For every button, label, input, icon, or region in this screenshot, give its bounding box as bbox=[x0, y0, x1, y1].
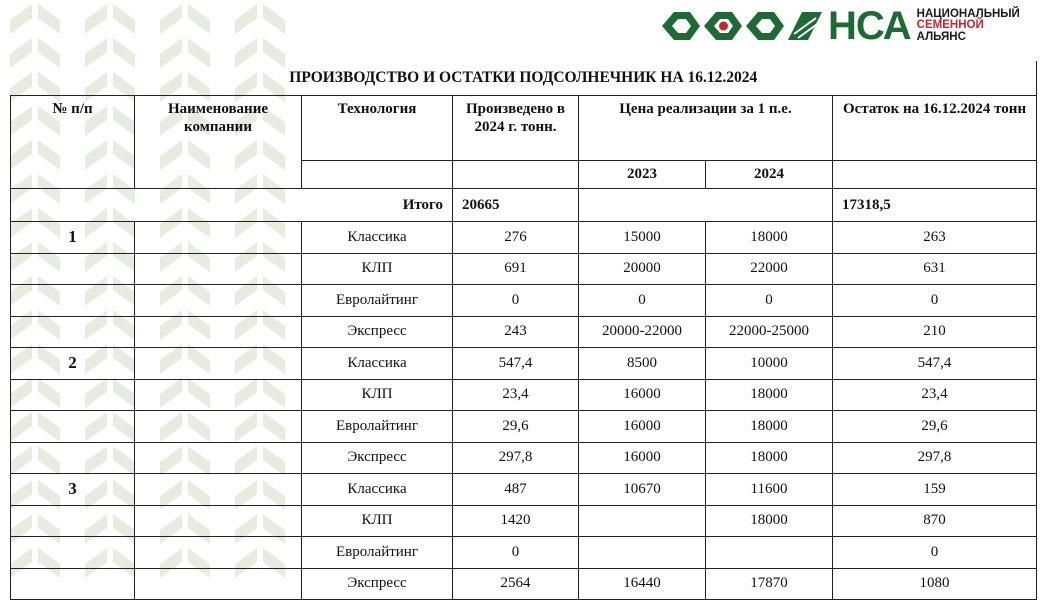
row-price-2024: 11600 bbox=[706, 474, 833, 506]
row-stock: 1080 bbox=[833, 568, 1037, 600]
row-produced: 0 bbox=[453, 285, 579, 317]
row-number: 1 bbox=[11, 222, 135, 254]
row-price-2024: 18000 bbox=[706, 505, 833, 537]
row-price-2024: 18000 bbox=[706, 442, 833, 474]
logo-emblem-icon bbox=[660, 8, 822, 44]
row-technology: Экспресс bbox=[302, 568, 453, 600]
logo-mark: НСА bbox=[828, 4, 911, 48]
logo-line-3: АЛЬЯНС bbox=[916, 30, 966, 43]
row-technology: Евролайтинг bbox=[302, 537, 453, 569]
row-price-2024 bbox=[706, 537, 833, 569]
row-stock: 210 bbox=[833, 316, 1037, 348]
row-company bbox=[135, 348, 302, 380]
row-technology: КЛП bbox=[302, 505, 453, 537]
table-row bbox=[11, 379, 1037, 411]
title-row bbox=[11, 61, 1037, 96]
row-company bbox=[135, 253, 302, 285]
row-technology: КЛП bbox=[302, 253, 453, 285]
row-company bbox=[135, 379, 302, 411]
table-row bbox=[11, 442, 1037, 474]
row-technology: Евролайтинг bbox=[302, 411, 453, 443]
row-stock: 297,8 bbox=[833, 442, 1037, 474]
row-price-2024: 18000 bbox=[706, 411, 833, 443]
header-year-2023: 2023 bbox=[579, 161, 706, 189]
header-company: Наименование компании bbox=[135, 96, 302, 189]
row-price-2023: 16000 bbox=[579, 411, 706, 443]
row-price-2023: 15000 bbox=[579, 222, 706, 254]
row-company bbox=[135, 537, 302, 569]
row-stock: 631 bbox=[833, 253, 1037, 285]
row-number bbox=[11, 379, 135, 411]
row-price-2023: 20000-22000 bbox=[579, 316, 706, 348]
row-company bbox=[135, 474, 302, 506]
row-price-2024: 22000 bbox=[706, 253, 833, 285]
row-produced: 29,6 bbox=[453, 411, 579, 443]
row-stock: 263 bbox=[833, 222, 1037, 254]
row-price-2024: 17870 bbox=[706, 568, 833, 600]
row-price-2024: 0 bbox=[706, 285, 833, 317]
total-label: Итого bbox=[11, 189, 453, 222]
header-year-2024: 2024 bbox=[706, 161, 833, 189]
header-row bbox=[11, 96, 1037, 161]
row-produced: 2564 bbox=[453, 568, 579, 600]
row-price-2024: 10000 bbox=[706, 348, 833, 380]
total-stock: 17318,5 bbox=[833, 189, 1037, 222]
row-number bbox=[11, 505, 135, 537]
row-produced: 1420 bbox=[453, 505, 579, 537]
row-number bbox=[11, 285, 135, 317]
row-price-2023: 8500 bbox=[579, 348, 706, 380]
row-price-2024: 18000 bbox=[706, 379, 833, 411]
row-price-2023 bbox=[579, 505, 706, 537]
row-produced: 487 bbox=[453, 474, 579, 506]
table-row bbox=[11, 505, 1037, 537]
row-company bbox=[135, 316, 302, 348]
row-price-2023 bbox=[579, 537, 706, 569]
row-produced: 23,4 bbox=[453, 379, 579, 411]
row-price-2023: 16000 bbox=[579, 379, 706, 411]
row-produced: 547,4 bbox=[453, 348, 579, 380]
row-company bbox=[135, 505, 302, 537]
table-row bbox=[11, 348, 1037, 380]
row-technology: Классика bbox=[302, 222, 453, 254]
subheader-empty-stock bbox=[833, 161, 1037, 189]
row-stock: 159 bbox=[833, 474, 1037, 506]
row-company bbox=[135, 411, 302, 443]
row-stock: 29,6 bbox=[833, 411, 1037, 443]
header-price: Цена реализации за 1 п.е. bbox=[579, 96, 833, 161]
logo-text bbox=[917, 9, 1020, 44]
row-stock: 0 bbox=[833, 285, 1037, 317]
table-row bbox=[11, 411, 1037, 443]
row-number bbox=[11, 537, 135, 569]
row-price-2024: 22000-25000 bbox=[706, 316, 833, 348]
header-stock: Остаток на 16.12.2024 тонн bbox=[833, 96, 1037, 161]
row-technology: Экспресс bbox=[302, 442, 453, 474]
table-row bbox=[11, 253, 1037, 285]
row-number: 3 bbox=[11, 474, 135, 506]
row-company bbox=[135, 285, 302, 317]
header-num: № п/п bbox=[11, 96, 135, 189]
total-price-empty bbox=[579, 189, 833, 222]
row-company bbox=[135, 222, 302, 254]
row-company bbox=[135, 442, 302, 474]
row-number bbox=[11, 442, 135, 474]
table-row bbox=[11, 316, 1037, 348]
row-price-2023: 0 bbox=[579, 285, 706, 317]
row-price-2023: 20000 bbox=[579, 253, 706, 285]
row-stock: 0 bbox=[833, 537, 1037, 569]
header-technology: Технология bbox=[302, 96, 453, 161]
row-price-2023: 16440 bbox=[579, 568, 706, 600]
subheader-empty-produced bbox=[453, 161, 579, 189]
total-produced: 20665 bbox=[453, 189, 579, 222]
nsa-logo bbox=[660, 6, 1052, 46]
row-price-2023: 10670 bbox=[579, 474, 706, 506]
row-technology: Классика bbox=[302, 348, 453, 380]
row-stock: 870 bbox=[833, 505, 1037, 537]
row-number bbox=[11, 253, 135, 285]
row-number bbox=[11, 411, 135, 443]
report-table-container bbox=[10, 61, 1036, 600]
row-number: 2 bbox=[11, 348, 135, 380]
table-row bbox=[11, 222, 1037, 254]
table-row bbox=[11, 285, 1037, 317]
logo-line-2: СЕМЕННОЙ bbox=[916, 19, 984, 32]
row-price-2024: 18000 bbox=[706, 222, 833, 254]
page-title: ПРОИЗВОДСТВО И ОСТАТКИ ПОДСОЛНЕЧНИК НА 16.12.2024 bbox=[11, 61, 1037, 96]
row-price-2023: 16000 bbox=[579, 442, 706, 474]
subheader-empty-technology bbox=[302, 161, 453, 189]
row-produced: 243 bbox=[453, 316, 579, 348]
row-technology: Экспресс bbox=[302, 316, 453, 348]
row-number bbox=[11, 316, 135, 348]
row-produced: 276 bbox=[453, 222, 579, 254]
row-produced: 0 bbox=[453, 537, 579, 569]
header-produced: Произведено в 2024 г. тонн. bbox=[453, 96, 579, 161]
row-produced: 691 bbox=[453, 253, 579, 285]
table-row bbox=[11, 537, 1037, 569]
row-technology: Классика bbox=[302, 474, 453, 506]
row-technology: Евролайтинг bbox=[302, 285, 453, 317]
total-row bbox=[11, 189, 1037, 222]
row-stock: 23,4 bbox=[833, 379, 1037, 411]
table-row bbox=[11, 474, 1037, 506]
row-technology: КЛП bbox=[302, 379, 453, 411]
production-table bbox=[10, 61, 1037, 600]
row-produced: 297,8 bbox=[453, 442, 579, 474]
logo-line-1: НАЦИОНАЛЬНЫЙ bbox=[916, 7, 1020, 20]
row-stock: 547,4 bbox=[833, 348, 1037, 380]
